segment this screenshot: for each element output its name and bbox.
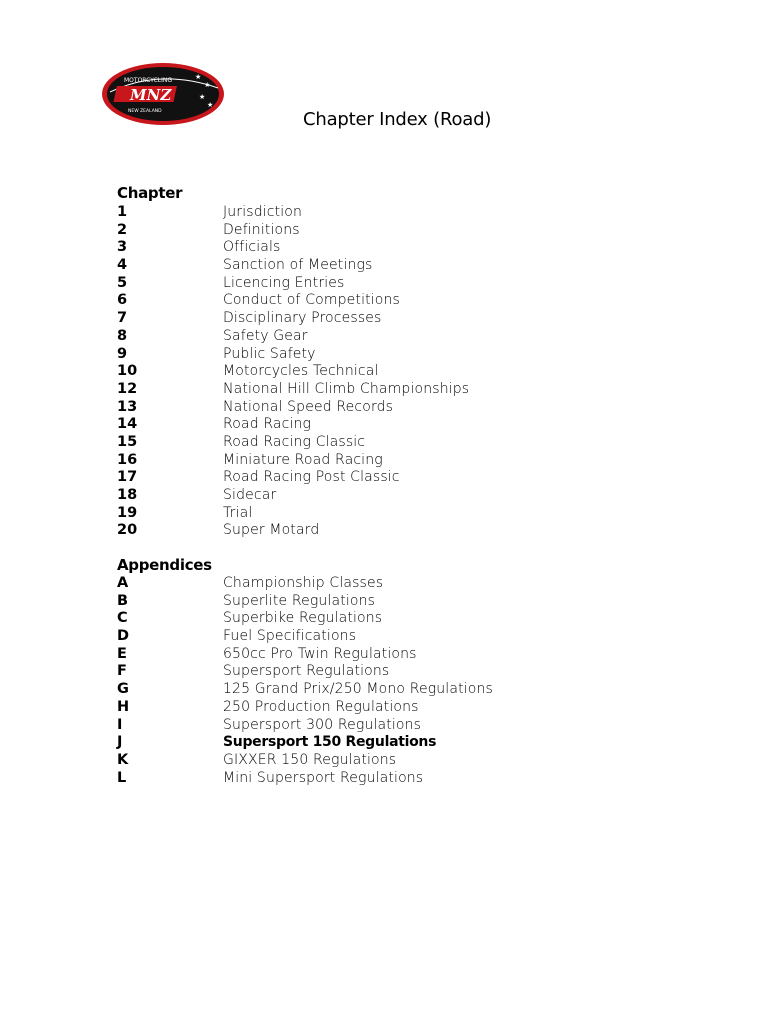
- chapter-title: Super Motard: [223, 522, 320, 539]
- chapter-title: Trial: [223, 504, 253, 521]
- chapter-number: 8: [117, 327, 128, 344]
- chapter-number: 17: [117, 469, 138, 486]
- chapter-title: Road Racing: [223, 416, 312, 433]
- chapter-number: 14: [117, 416, 138, 433]
- appendix-number: L: [117, 769, 127, 786]
- appendices-heading: Appendices: [117, 556, 212, 574]
- appendix-title: Mini Supersport Regulations: [223, 769, 424, 786]
- chapter-title: Public Safety: [223, 345, 316, 362]
- chapter-number: 9: [117, 345, 128, 362]
- appendix-title: 250 Production Regulations: [223, 698, 419, 715]
- chapter-title: Miniature Road Racing: [223, 451, 383, 468]
- chapter-title: Motorcycles Technical: [223, 363, 379, 380]
- chapter-number: 2: [117, 221, 128, 238]
- appendix-title: 125 Grand Prix/250 Mono Regulations: [223, 681, 493, 698]
- appendix-number: B: [117, 592, 129, 609]
- mnz-logo-graphic: [100, 62, 226, 126]
- chapter-number: 6: [117, 292, 128, 309]
- appendix-number: G: [117, 681, 129, 698]
- appendix-number: A: [117, 575, 129, 591]
- appendix-title: Superlite Regulations: [223, 592, 376, 609]
- chapter-title: National Hill Climb Championships: [223, 380, 470, 397]
- appendix-number: C: [117, 610, 128, 627]
- chapter-number: 16: [117, 451, 138, 468]
- chapter-number: 4: [117, 257, 128, 274]
- appendix-number: J: [117, 734, 123, 751]
- chapter-title: Road Racing Post Classic: [223, 469, 400, 486]
- chapter-title: Sidecar: [223, 487, 277, 503]
- chapter-number: 5: [117, 274, 128, 291]
- appendix-number: D: [117, 628, 130, 645]
- appendix-number: I: [117, 716, 123, 733]
- appendix-number: F: [117, 663, 127, 680]
- chapter-number: 12: [117, 380, 138, 397]
- appendix-title: Superbike Regulations: [223, 610, 383, 627]
- logo-wordmark: MNZ: [130, 86, 172, 104]
- page-title: Chapter Index (Road): [303, 109, 492, 130]
- chapter-number: 3: [117, 239, 128, 256]
- appendix-title: Supersport Regulations: [223, 663, 390, 680]
- logo-bottom-text: NEW ZEALAND: [128, 109, 162, 114]
- appendix-title: Supersport 150 Regulations: [223, 734, 437, 751]
- chapter-title: Disciplinary Processes: [223, 310, 382, 327]
- appendix-title: Fuel Specifications: [223, 628, 357, 645]
- star-icon: ★: [195, 73, 202, 81]
- chapter-number: 13: [117, 398, 138, 415]
- chapter-number: 20: [117, 522, 138, 539]
- logo-top-text: MOTORCYCLING: [124, 77, 173, 84]
- chapter-number: 10: [117, 363, 138, 380]
- chapter-number: 19: [117, 504, 138, 521]
- chapter-title: Jurisdiction: [223, 204, 303, 220]
- chapter-title: National Speed Records: [223, 398, 394, 415]
- chapter-title: Officials: [223, 239, 281, 256]
- appendix-title: GIXXER 150 Regulations: [223, 751, 397, 768]
- appendix-number: E: [117, 645, 127, 662]
- appendix-number: H: [117, 698, 130, 715]
- chapter-title: Conduct of Competitions: [223, 292, 400, 309]
- star-icon: ★: [199, 93, 206, 101]
- appendix-number: K: [117, 751, 129, 768]
- chapter-title: Sanction of Meetings: [223, 257, 373, 274]
- chapter-number: 1: [117, 204, 128, 220]
- chapter-title: Road Racing Classic: [223, 433, 366, 450]
- appendix-title: 650cc Pro Twin Regulations: [223, 645, 417, 662]
- appendix-title: Championship Classes: [223, 575, 384, 591]
- chapter-title: Licencing Entries: [223, 274, 345, 291]
- chapter-heading: Chapter: [117, 184, 183, 202]
- chapter-number: 18: [117, 487, 138, 503]
- chapter-title: Definitions: [223, 221, 300, 238]
- star-icon: ★: [207, 101, 214, 109]
- star-icon: ★: [204, 81, 211, 89]
- chapter-number: 15: [117, 433, 138, 450]
- appendix-title: Supersport 300 Regulations: [223, 716, 422, 733]
- chapter-title: Safety Gear: [223, 327, 308, 344]
- mnz-logo: [100, 62, 226, 126]
- chapter-number: 7: [117, 310, 128, 327]
